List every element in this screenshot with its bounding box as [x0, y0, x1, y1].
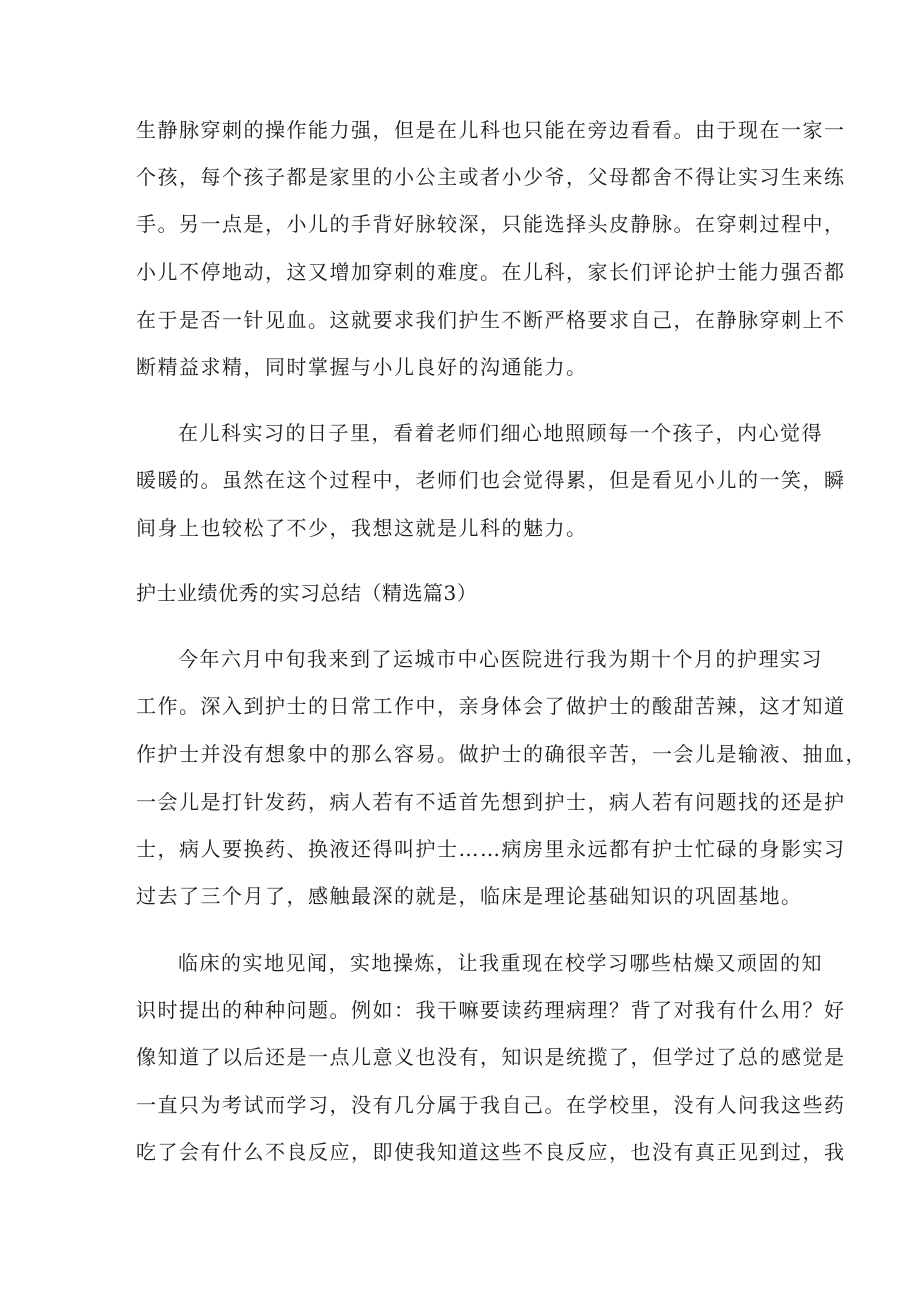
- paragraph-line: 在于是否一针见血。这就要求我们护生不断严格要求自己，在静脉穿刺上不: [136, 308, 846, 332]
- paragraph-line: 作护士并没有想象中的那么容易。做护士的确很辛苦，一会儿是输液、抽血，: [136, 742, 867, 766]
- paragraph-line: 像知道了以后还是一点儿意义也没有，知识是统揽了，但学过了总的感觉是: [136, 1045, 846, 1069]
- paragraph-line: 生静脉穿刺的操作能力强，但是在儿科也只能在旁边看看。由于现在一家一: [136, 118, 846, 142]
- paragraph-line: 临床的实地见闻，实地操炼，让我重现在校学习哪些枯燥又顽固的知: [178, 951, 823, 975]
- paragraph-line: 一会儿是打针发药，病人若有不适首先想到护士，病人若有问题找的还是护: [136, 790, 846, 814]
- section-heading: 护士业绩优秀的实习总结（精选篇3）: [136, 581, 478, 605]
- paragraph-line: 个孩，每个孩子都是家里的小公主或者小少爷，父母都舍不得让实习生来练: [136, 165, 846, 189]
- paragraph-line: 吃了会有什么不良反应，即使我知道这些不良反应，也没有真正见到过，我: [136, 1140, 846, 1164]
- paragraph-line: 过去了三个月了，感触最深的就是，临床是理论基础知识的巩固基地。: [136, 884, 803, 908]
- paragraph-line: 在儿科实习的日子里，看着老师们细心地照顾每一个孩子，内心觉得: [178, 421, 823, 445]
- paragraph-line: 一直只为考试而学习，没有几分属于我自己。在学校里，没有人问我这些药: [136, 1093, 846, 1117]
- paragraph-line: 间身上也较松了不少，我想这就是儿科的魅力。: [136, 516, 588, 540]
- paragraph-line: 识时提出的种种问题。例如：我干嘛要读药理病理？背了对我有什么用？好: [136, 998, 846, 1022]
- paragraph-line: 手。另一点是，小儿的手背好脉较深，只能选择头皮静脉。在穿刺过程中，: [136, 212, 846, 236]
- paragraph-line: 小儿不停地动，这又增加穿刺的难度。在儿科，家长们评论护士能力强否都: [136, 260, 846, 284]
- paragraph-line: 工作。深入到护士的日常工作中，亲身体会了做护士的酸甜苦辣，这才知道: [136, 694, 846, 718]
- paragraph-line: 今年六月中旬我来到了运城市中心医院进行我为期十个月的护理实习: [178, 647, 823, 671]
- paragraph-line: 断精益求精，同时掌握与小儿良好的沟通能力。: [136, 355, 588, 379]
- paragraph-line: 暖暖的。虽然在这个过程中，老师们也会觉得累，但是看见小儿的一笑，瞬: [136, 468, 846, 492]
- paragraph-line: 士，病人要换药、换液还得叫护士……病房里永远都有护士忙碌的身影实习: [136, 837, 846, 861]
